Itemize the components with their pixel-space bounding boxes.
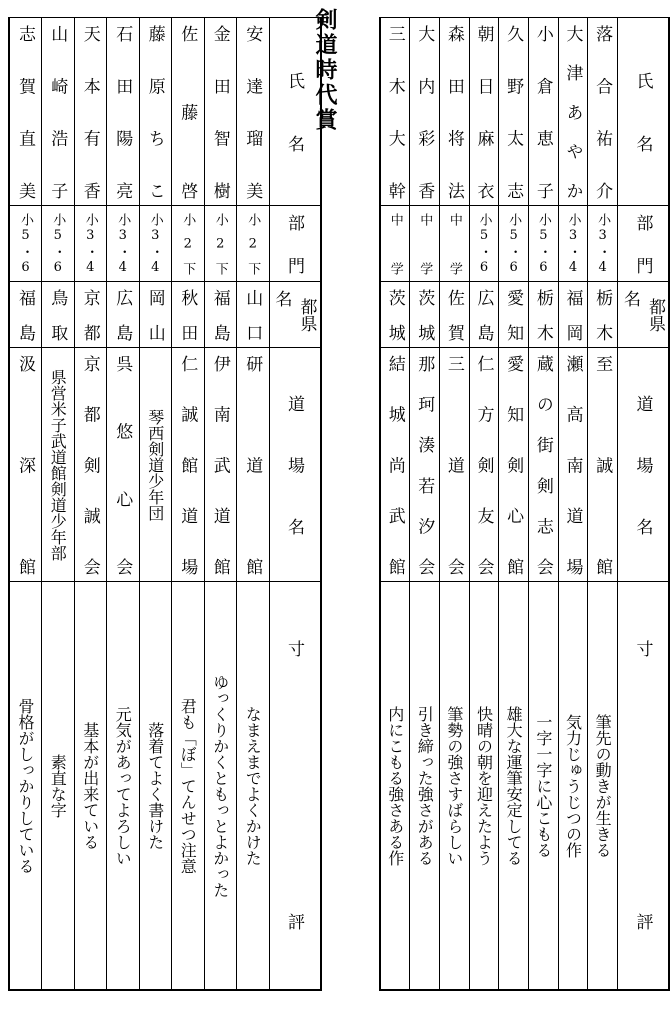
header-dojo-cell (617, 348, 669, 582)
entry-name: 石田陽亮 (112, 24, 133, 199)
entry-comment: 骨格がしっかりしている (16, 698, 35, 874)
entry-name: 大津あやか (562, 24, 583, 199)
entry-comment-cell (380, 582, 410, 990)
entry-prefecture: 福島 (209, 288, 230, 341)
entry-name: 大内彩香 (414, 24, 435, 199)
entry-department: 小5・6 (18, 212, 33, 275)
entry-dojo: 蔵の街剣志会 (532, 354, 553, 575)
entry-comment: なまえまでよくかけた (243, 706, 263, 866)
entry-dojo: 県営米子武道館剣道少年部 (48, 368, 68, 561)
entry-department-cell (172, 206, 205, 282)
entry-comment-cell (499, 582, 529, 990)
entry-name-cell (588, 18, 618, 206)
entry-comment: 引き締った強さがある (415, 706, 435, 866)
entry-dojo: 三道会 (443, 354, 464, 575)
entry-comment: 快晴の朝を迎えたよう (474, 706, 494, 866)
entry-comment-cell (529, 582, 559, 990)
entry-dojo-cell (204, 348, 237, 582)
entry-name-cell (107, 18, 140, 206)
entry-dojo-cell (588, 348, 618, 582)
entry-comment-cell (237, 582, 270, 990)
entry-prefecture: 秋田 (177, 288, 198, 341)
entry-dojo: 愛知剣心館 (503, 354, 524, 575)
entry-dojo-cell (380, 348, 410, 582)
entry-department-cell (9, 206, 42, 282)
entry-name-cell (410, 18, 440, 206)
header-name: 氏名 (632, 71, 653, 152)
entry-dojo-cell (237, 348, 270, 582)
right-award-table (379, 17, 670, 991)
entry-department-cell (42, 206, 75, 282)
entry-prefecture: 広島 (112, 288, 133, 341)
entry-comment-cell (588, 582, 618, 990)
entry-comment: 筆勢の強さすばらしい (444, 706, 464, 866)
entry-prefecture: 広島 (473, 288, 494, 341)
entry-name: 朝日麻衣 (473, 24, 494, 199)
entry-dojo-cell (139, 348, 172, 582)
entry-department: 小3・4 (147, 212, 163, 275)
entry-department-cell (588, 206, 618, 282)
entry-department: 小2下 (245, 212, 261, 275)
entry-comment-cell (172, 582, 205, 990)
entry-name: 山崎浩子 (47, 24, 68, 199)
entry-prefecture-cell (469, 282, 499, 348)
entry-department-cell (440, 206, 470, 282)
header-dojo: 道場名 (632, 394, 653, 535)
entry-department: 中学 (387, 212, 403, 275)
entry-comment: ゆっくりかくともっとよかった (210, 674, 230, 898)
page-title: 剣道時代賞 (312, 8, 337, 133)
entry-name-cell (139, 18, 172, 206)
entry-name: 佐藤啓 (177, 24, 198, 199)
header-prefecture-cell (617, 282, 669, 348)
entry-comment: 内にこもる強さある作 (385, 706, 405, 866)
entry-name-cell (9, 18, 42, 206)
entry-comment: 元気があってよろしい (113, 706, 133, 866)
entry-department: 小5・6 (476, 212, 492, 275)
entry-dojo-cell (107, 348, 140, 582)
header-prefecture: 都県名 (271, 289, 317, 332)
entry-prefecture-cell (42, 282, 75, 348)
entry-name: 天本有香 (79, 24, 100, 199)
entry-comment-cell (469, 582, 499, 990)
entry-name-cell (499, 18, 529, 206)
header-dojo: 道場名 (284, 394, 304, 535)
entry-dojo-cell (410, 348, 440, 582)
entry-department: 小2下 (212, 212, 228, 275)
entry-department-cell (529, 206, 559, 282)
entry-prefecture: 福島 (15, 288, 35, 341)
entry-dojo-cell (172, 348, 205, 582)
entry-prefecture: 佐賀 (443, 288, 464, 341)
entry-department-cell (107, 206, 140, 282)
entry-department-cell (204, 206, 237, 282)
entry-name: 三木大幹 (384, 24, 405, 199)
header-prefecture: 都県名 (619, 289, 665, 332)
entry-name-cell (204, 18, 237, 206)
entry-name: 落合祐介 (592, 24, 613, 199)
entry-name: 小倉恵子 (532, 24, 553, 199)
entry-department: 小5・6 (535, 212, 551, 275)
entry-dojo-cell (469, 348, 499, 582)
header-comment: 寸評 (284, 640, 304, 931)
entry-prefecture-cell (588, 282, 618, 348)
entry-dojo-cell (74, 348, 107, 582)
entry-name-cell (558, 18, 588, 206)
entry-prefecture-cell (380, 282, 410, 348)
entry-department: 小3・4 (82, 212, 98, 275)
entry-dojo: 仁誠館道場 (177, 354, 198, 575)
entry-department-cell (558, 206, 588, 282)
entry-name-cell (237, 18, 270, 206)
entry-comment-cell (9, 582, 42, 990)
entry-comment-cell (74, 582, 107, 990)
entry-department: 小2下 (180, 212, 196, 275)
entry-name: 森田将法 (443, 24, 464, 199)
entry-prefecture-cell (410, 282, 440, 348)
entry-comment-cell (107, 582, 140, 990)
entry-dojo-cell (42, 348, 75, 582)
entry-name: 金田智樹 (209, 24, 230, 199)
entry-prefecture: 茨城 (414, 288, 435, 341)
entry-name-cell (469, 18, 499, 206)
entry-comment: 筆先の動きが生きる (593, 714, 613, 858)
entry-dojo: 伊南武道館 (209, 354, 230, 575)
entry-name: 藤原ちこ (144, 24, 165, 199)
entry-prefecture-cell (74, 282, 107, 348)
header-comment-cell (617, 582, 669, 990)
entry-comment-cell (204, 582, 237, 990)
entry-prefecture-cell (139, 282, 172, 348)
entry-department-cell (237, 206, 270, 282)
entry-comment: 素直な字 (48, 754, 68, 818)
header-comment-cell (269, 582, 321, 990)
entry-prefecture-cell (440, 282, 470, 348)
entry-department-cell (410, 206, 440, 282)
entry-comment: 気力じゅうじつの作 (563, 714, 583, 858)
entry-prefecture-cell (237, 282, 270, 348)
entry-prefecture: 茨城 (384, 288, 405, 341)
entry-dojo-cell (558, 348, 588, 582)
header-comment: 寸評 (632, 640, 653, 931)
entry-prefecture: 愛知 (503, 288, 524, 341)
entry-comment: 雄大な運筆安定してる (504, 706, 524, 866)
entry-department: 小5・6 (506, 212, 522, 275)
entry-prefecture: 京都 (79, 288, 100, 341)
header-department: 部門 (284, 213, 304, 274)
header-name-cell (617, 18, 669, 206)
entry-prefecture-cell (558, 282, 588, 348)
entry-dojo-cell (9, 348, 42, 582)
entry-comment-cell (440, 582, 470, 990)
entry-department: 小5・6 (50, 212, 66, 275)
entry-department-cell (499, 206, 529, 282)
entry-dojo: 瀬高南道場 (562, 354, 583, 575)
entry-comment-cell (139, 582, 172, 990)
entry-prefecture-cell (529, 282, 559, 348)
entry-comment-cell (42, 582, 75, 990)
entry-dojo: 仁方剣友会 (473, 354, 494, 575)
left-award-table (8, 17, 322, 991)
entry-prefecture: 栃木 (532, 288, 553, 341)
entry-dojo: 那珂湊若汐会 (414, 354, 435, 575)
entry-dojo: 呉悠心会 (112, 354, 133, 575)
entry-prefecture: 福岡 (562, 288, 583, 341)
entry-department: 小3・4 (595, 212, 611, 275)
header-name: 氏名 (284, 71, 304, 152)
header-name-cell (269, 18, 321, 206)
entry-department: 中学 (417, 212, 433, 275)
entry-department-cell (469, 206, 499, 282)
entry-name: 久野太志 (503, 24, 524, 199)
entry-name-cell (529, 18, 559, 206)
entry-department-cell (380, 206, 410, 282)
entry-department: 小3・4 (565, 212, 581, 275)
header-prefecture-cell (269, 282, 321, 348)
header-department-cell (617, 206, 669, 282)
entry-prefecture: 岡山 (144, 288, 165, 341)
entry-department: 中学 (446, 212, 462, 275)
entry-comment: 一字一字に心こもる (533, 714, 553, 858)
entry-name-cell (440, 18, 470, 206)
entry-comment: 基本が出来ている (80, 722, 100, 850)
entry-department: 小3・4 (115, 212, 131, 275)
entry-comment: 落着てよく書けた (145, 722, 165, 850)
entry-dojo: 京都剣誠会 (79, 354, 100, 575)
entry-department-cell (74, 206, 107, 282)
entry-dojo: 至誠館 (592, 354, 613, 575)
entry-name: 志賀直美 (15, 24, 35, 199)
entry-prefecture: 鳥取 (47, 288, 68, 341)
entry-dojo: 汲深館 (15, 354, 35, 575)
header-department: 部門 (632, 213, 653, 274)
entry-dojo-cell (440, 348, 470, 582)
entry-name-cell (380, 18, 410, 206)
entry-comment-cell (410, 582, 440, 990)
entry-dojo: 琴西剣道少年団 (145, 408, 165, 521)
entry-prefecture-cell (204, 282, 237, 348)
entry-comment: 君も「ぼ」てんせつ注意 (178, 698, 198, 874)
entry-dojo-cell (499, 348, 529, 582)
header-dojo-cell (269, 348, 321, 582)
entry-dojo: 研道館 (242, 354, 263, 575)
entry-department-cell (139, 206, 172, 282)
entry-dojo: 結城尚武館 (384, 354, 405, 575)
entry-name: 安達瑠美 (242, 24, 263, 199)
entry-dojo-cell (529, 348, 559, 582)
entry-prefecture-cell (499, 282, 529, 348)
entry-prefecture-cell (9, 282, 42, 348)
entry-prefecture-cell (172, 282, 205, 348)
entry-prefecture-cell (107, 282, 140, 348)
entry-name-cell (172, 18, 205, 206)
entry-name-cell (42, 18, 75, 206)
entry-comment-cell (558, 582, 588, 990)
entry-prefecture: 栃木 (592, 288, 613, 341)
header-department-cell (269, 206, 321, 282)
entry-prefecture: 山口 (242, 288, 263, 341)
entry-name-cell (74, 18, 107, 206)
